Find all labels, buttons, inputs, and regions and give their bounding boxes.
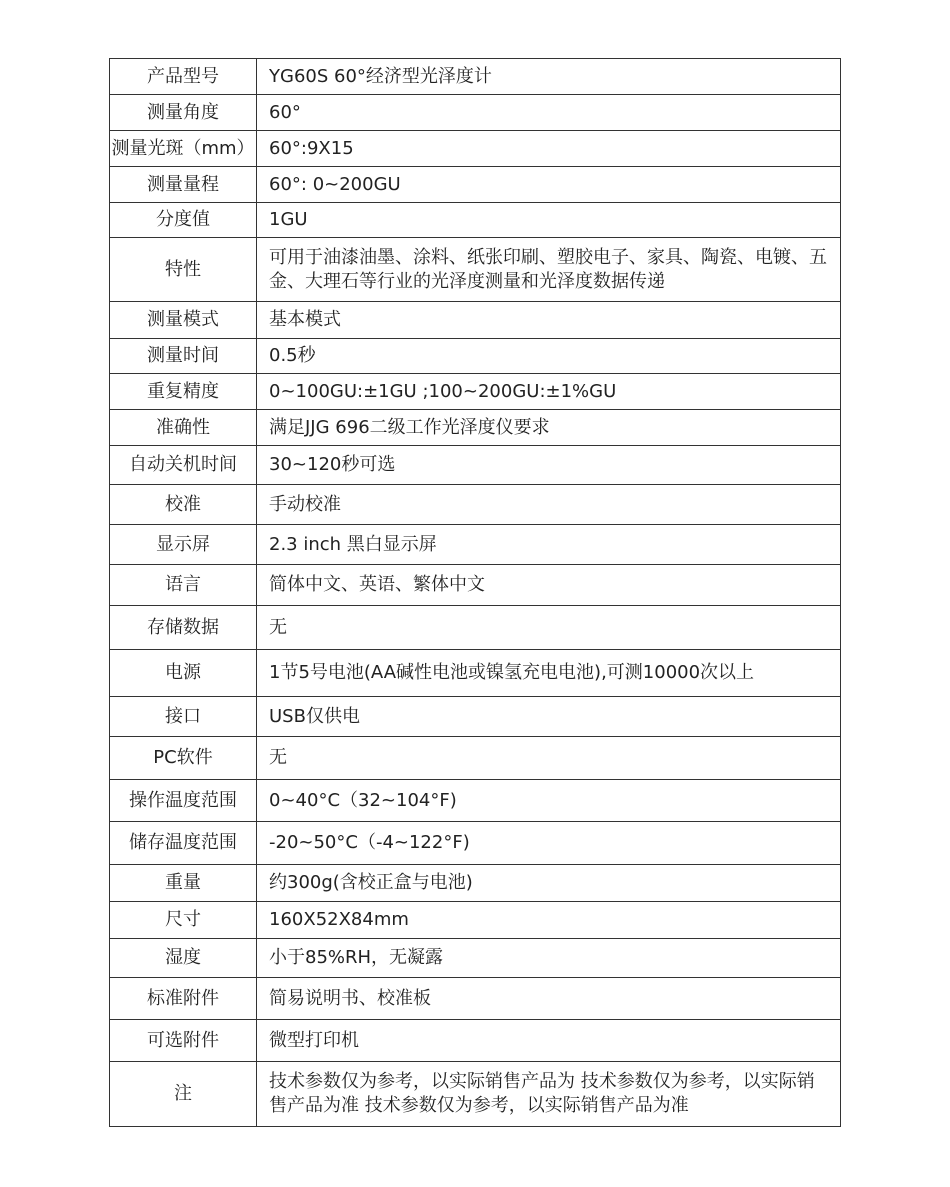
row-value: 30~120秒可选 xyxy=(257,446,841,485)
row-label: 注 xyxy=(110,1062,257,1127)
table-row xyxy=(110,1062,841,1127)
row-value: 简体中文、英语、繁体中文 xyxy=(257,565,841,606)
row-value: 约300g(含校正盒与电池) xyxy=(257,865,841,902)
row-value: 无 xyxy=(257,606,841,650)
row-label: 显示屏 xyxy=(110,525,257,565)
row-label: 校准 xyxy=(110,485,257,525)
row-value: 1GU xyxy=(257,203,841,238)
row-label: 测量模式 xyxy=(110,302,257,339)
row-value: 0.5秒 xyxy=(257,339,841,374)
table-row xyxy=(110,978,841,1020)
row-label: 分度值 xyxy=(110,203,257,238)
row-value: 无 xyxy=(257,737,841,780)
row-label: 测量时间 xyxy=(110,339,257,374)
table-row xyxy=(110,737,841,780)
row-label: 尺寸 xyxy=(110,902,257,939)
row-label: 接口 xyxy=(110,697,257,737)
row-value: 小于85%RH，无凝露 xyxy=(257,939,841,978)
row-label: 测量光斑（mm） xyxy=(110,131,257,167)
table-row xyxy=(110,939,841,978)
row-value: 简易说明书、校准板 xyxy=(257,978,841,1020)
row-value: -20~50°C（-4~122°F) xyxy=(257,822,841,865)
row-label: 湿度 xyxy=(110,939,257,978)
row-label: 操作温度范围 xyxy=(110,780,257,822)
row-label: 产品型号 xyxy=(110,59,257,95)
table-row xyxy=(110,565,841,606)
table-row xyxy=(110,780,841,822)
row-label: 储存温度范围 xyxy=(110,822,257,865)
row-label: PC软件 xyxy=(110,737,257,780)
row-label: 语言 xyxy=(110,565,257,606)
table-row xyxy=(110,238,841,302)
row-value: USB仅供电 xyxy=(257,697,841,737)
row-value: 60°:9X15 xyxy=(257,131,841,167)
table-row xyxy=(110,374,841,410)
row-value: 1节5号电池(AA碱性电池或镍氢充电电池),可测10000次以上 xyxy=(257,650,841,697)
row-value: 160X52X84mm xyxy=(257,902,841,939)
row-value: 技术参数仅为参考，以实际销售产品为 技术参数仅为参考，以实际销售产品为准 技术参数仅为参考，以实际销售产品为准 xyxy=(257,1062,841,1127)
table-row xyxy=(110,59,841,95)
table-row xyxy=(110,1020,841,1062)
table-row xyxy=(110,697,841,737)
row-value: 2.3 inch 黑白显示屏 xyxy=(257,525,841,565)
table-row xyxy=(110,339,841,374)
row-label: 自动关机时间 xyxy=(110,446,257,485)
row-value: YG60S 60°经济型光泽度计 xyxy=(257,59,841,95)
table-row xyxy=(110,203,841,238)
table-row xyxy=(110,902,841,939)
table-row xyxy=(110,822,841,865)
row-value: 0~40°C（32~104°F) xyxy=(257,780,841,822)
table-row xyxy=(110,606,841,650)
table-row xyxy=(110,167,841,203)
row-label: 测量角度 xyxy=(110,95,257,131)
row-value: 基本模式 xyxy=(257,302,841,339)
row-label: 存储数据 xyxy=(110,606,257,650)
table-row xyxy=(110,131,841,167)
row-value: 手动校准 xyxy=(257,485,841,525)
row-label: 标准附件 xyxy=(110,978,257,1020)
table-row xyxy=(110,410,841,446)
row-value: 微型打印机 xyxy=(257,1020,841,1062)
table-row xyxy=(110,525,841,565)
row-value: 可用于油漆油墨、涂料、纸张印刷、塑胶电子、家具、陶瓷、电镀、五金、大理石等行业的光泽度测量和光泽度数据传递 xyxy=(257,238,841,302)
row-value: 60° xyxy=(257,95,841,131)
row-value: 60°: 0~200GU xyxy=(257,167,841,203)
table-row xyxy=(110,446,841,485)
row-value: 0~100GU:±1GU ;100~200GU:±1%GU xyxy=(257,374,841,410)
row-value: 满足JJG 696二级工作光泽度仪要求 xyxy=(257,410,841,446)
row-label: 可选附件 xyxy=(110,1020,257,1062)
row-label: 测量量程 xyxy=(110,167,257,203)
table-row xyxy=(110,650,841,697)
table-row xyxy=(110,95,841,131)
table-row xyxy=(110,485,841,525)
table-row xyxy=(110,302,841,339)
spec-table xyxy=(109,58,841,1127)
row-label: 特性 xyxy=(110,238,257,302)
row-label: 电源 xyxy=(110,650,257,697)
row-label: 准确性 xyxy=(110,410,257,446)
table-row xyxy=(110,865,841,902)
row-label: 重量 xyxy=(110,865,257,902)
row-label: 重复精度 xyxy=(110,374,257,410)
